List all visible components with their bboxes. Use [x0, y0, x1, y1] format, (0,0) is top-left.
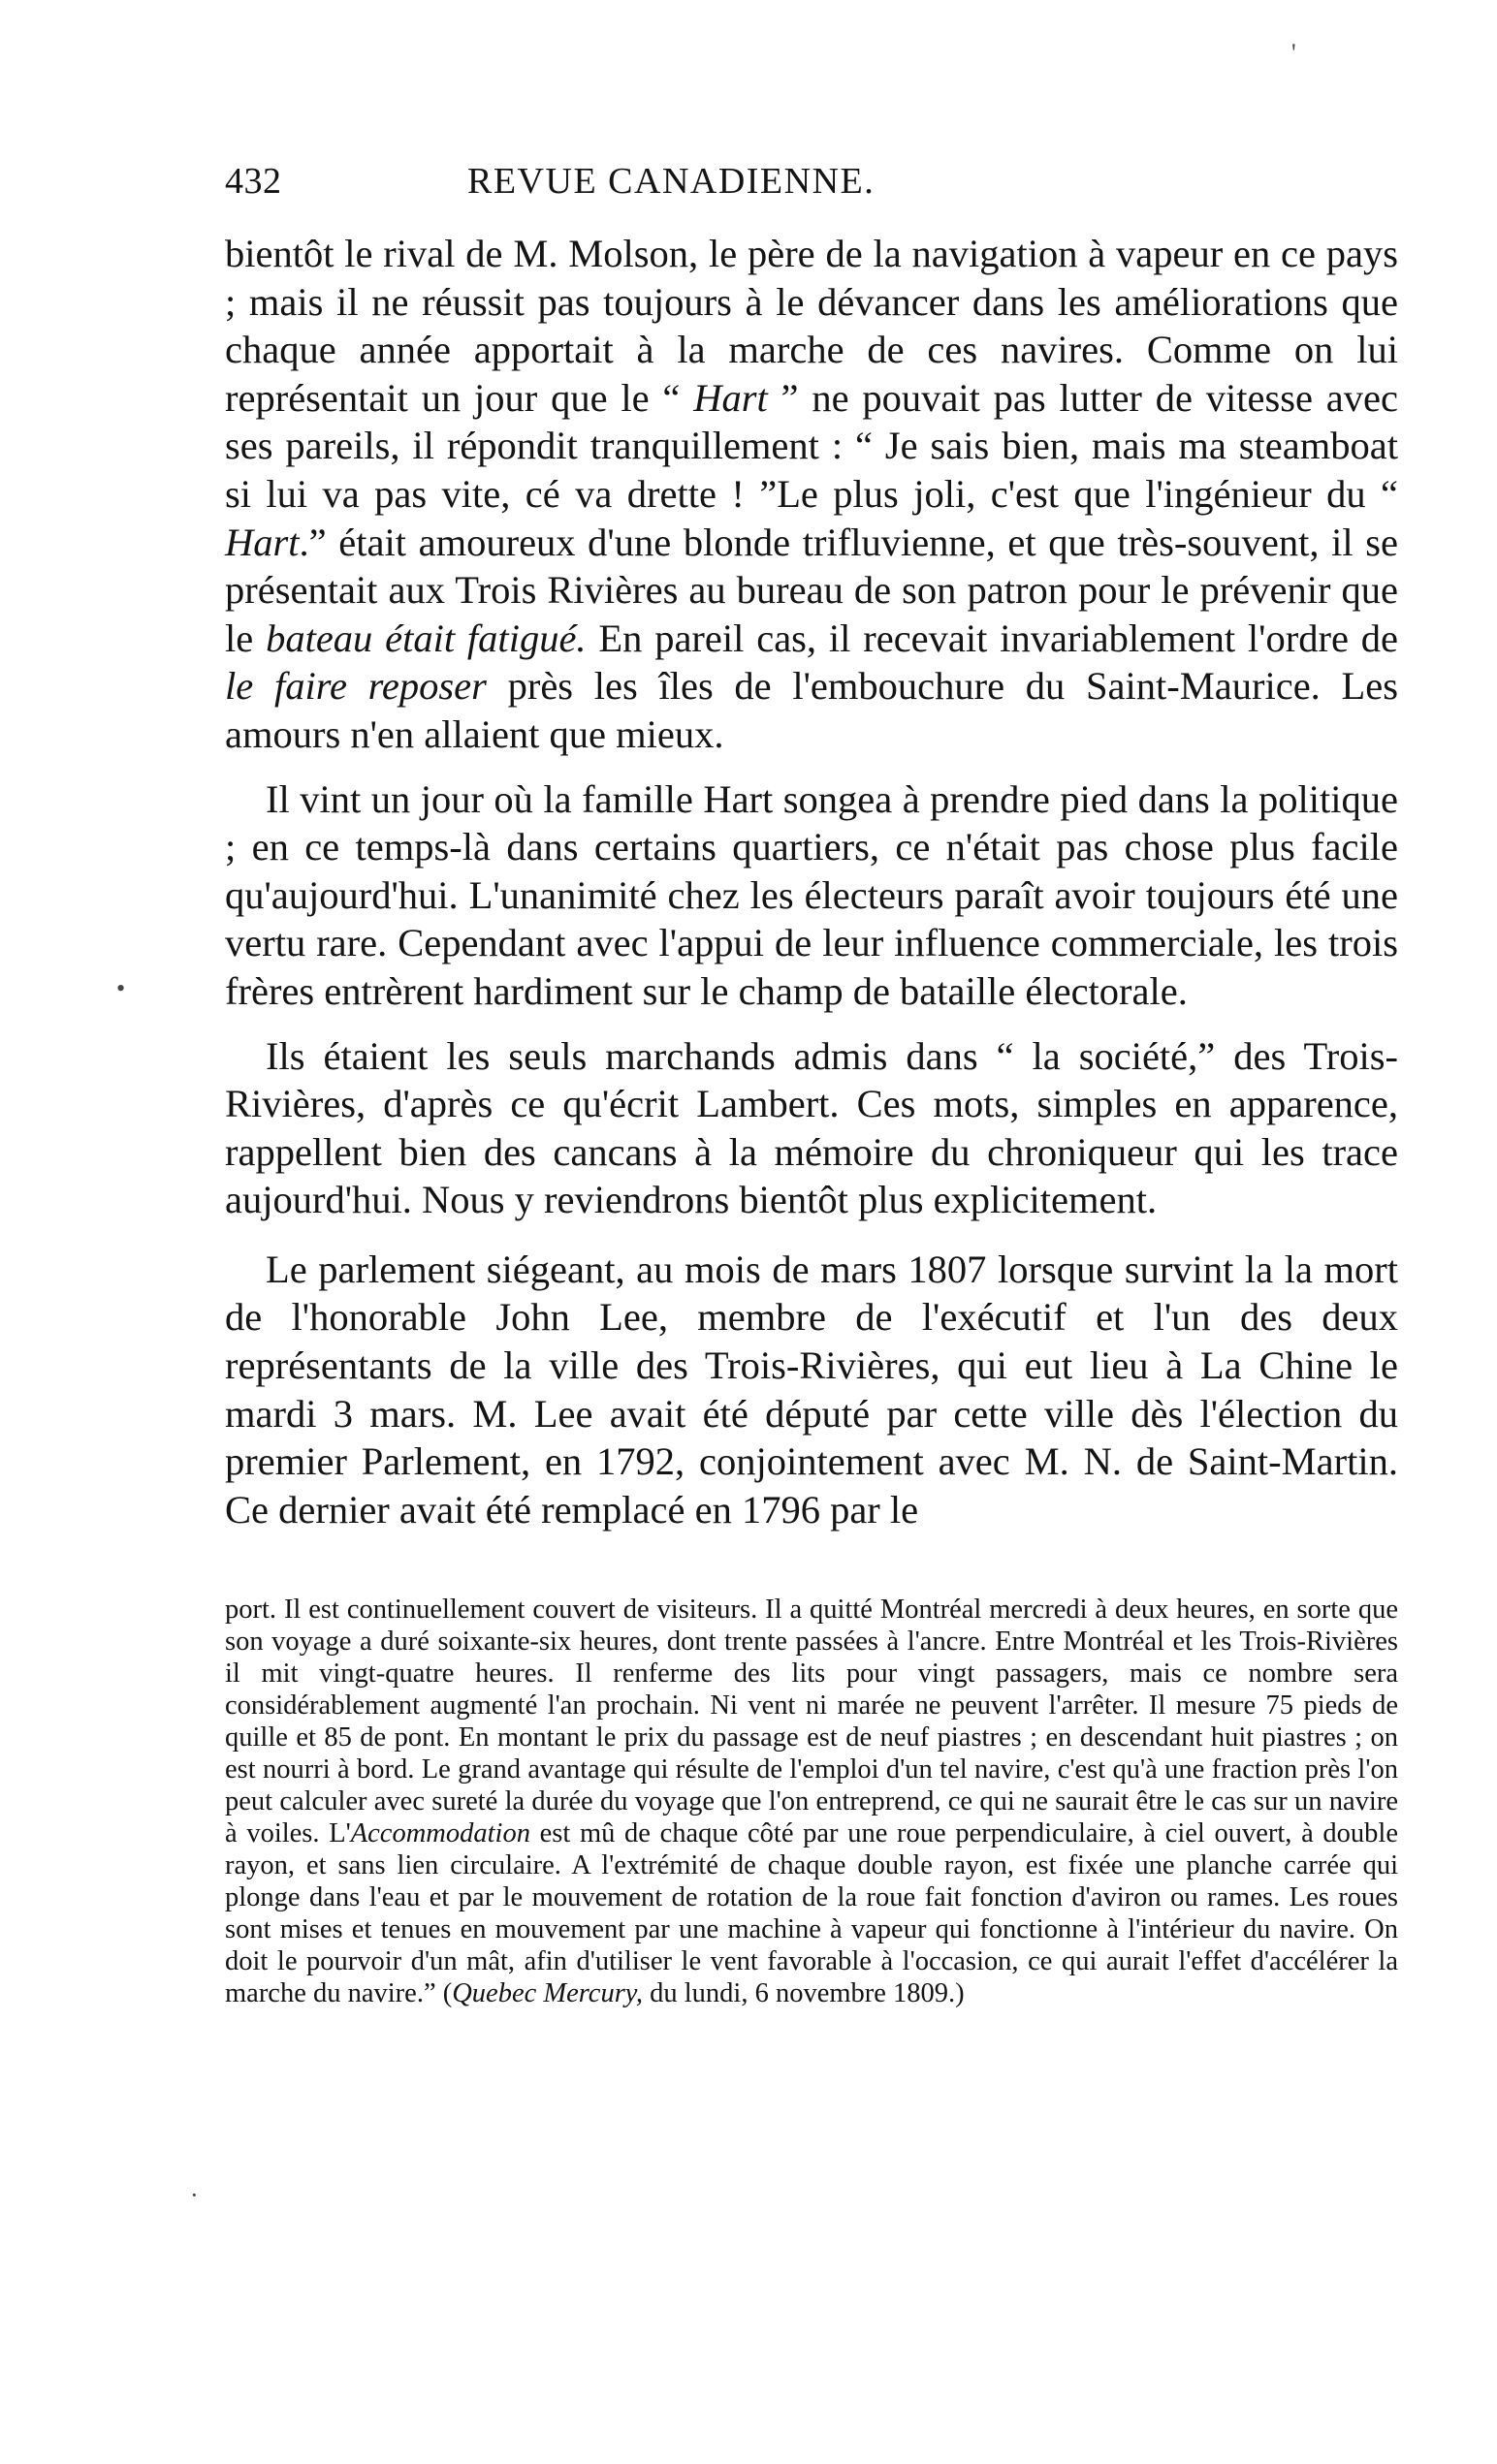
running-title: REVUE CANADIENNE.: [467, 161, 876, 202]
italic-text: Accommodation: [350, 1818, 530, 1849]
italic-text: le faire reposer: [225, 664, 487, 709]
paragraph: [225, 775, 1398, 1016]
footnote: [225, 1594, 1398, 2009]
text-run: Il vint un jour où la famille Hart songea à prendre pied dans la politique ; en ce temps-là dans certains quartiers, ce n'était pas chose plus facile qu'aujourd'hui. L'unanimité chez les électeurs paraît avoir toujours été une vertu rare. Cependant avec l'appui de leur influence commerciale, les trois frères entrèrent hardiment sur le champ de bataille électorale.: [225, 776, 1398, 1013]
text-run: bientôt le rival de M. Molson, le père de la navigation à vapeur en ce pays ; mais il ne réussit pas toujours à le dévancer dans les améliorations que chaque année apportait à la marche de ces navires. Comme on lui représentait un jour que le “: [225, 232, 1398, 420]
italic-text: Quebec Mercury,: [452, 1978, 643, 2009]
print-speck-icon: ·: [190, 2181, 199, 2209]
italic-text: bateau était fatigué.: [266, 616, 587, 660]
paragraph: [225, 1246, 1398, 1534]
text-run: du lundi, 6 novembre 1809.): [643, 1978, 965, 2009]
text-run: port. Il est continuellement couvert de visiteurs. Il a quitté Montréal mercredi à deux heures, en sorte que son voyage a duré soixante-six heures, dont trente passées à l'ancre. Entre Montréal et les Trois-Rivières il mit vingt-quatre heures. Il renferme des lits pour vingt passagers, mais ce nombre sera considérablement augmenté l'an prochain. Ni vent ni marée ne peuvent l'arrêter. Il mesure 75 pieds de quille et 85 de pont. En montant le prix du passage est de neuf piastres ; en descendant huit piastres ; on est nourri à bord. Le grand avantage qui résulte de l'emploi d'un tel navire, c'est qu'à une fraction près l'on peut calculer avec sureté la durée du voyage que l'on entreprend, ce qui ne saurait être le cas sur un navire à voiles. L': [225, 1595, 1398, 1849]
italic-text: Hart: [225, 520, 300, 564]
text-run: .” était amoureux d'une blonde trifluvienne, et que très-souvent, il se présentait aux Trois Rivières au bureau de son patron pour le prévenir que le: [225, 520, 1398, 660]
body-text: [225, 230, 1398, 1533]
text-run: Ils étaient les seuls marchands admis dans “ la société,” des Trois-Rivières, d'après ce qu'écrit Lambert. Ces mots, simples en apparence, rappellent bien des cancans à la mémoire du chroniqueur qui les trace aujourd'hui. Nous y reviendrons bientôt plus explicitement.: [225, 1033, 1398, 1222]
print-speck-icon: ': [1291, 39, 1296, 67]
paragraph: [225, 230, 1398, 759]
text-run: près les îles de l'embouchure du Saint-Maurice. Les amours n'en allaient que mieux.: [225, 664, 1398, 756]
text-run: est mû de chaque côté par une roue perpendiculaire, à ciel ouvert, à double rayon, et sans lien circulaire. A l'extrémité de chaque double rayon, est fixée une planche carrée qui plonge dans l'eau et par le mouvement de rotation de la roue fait fonction d'aviron ou rames. Les roues sont mises et tenues en mouvement par une machine à vapeur qui fonctionne à l'intérieur du navire. On doit le pourvoir d'un mât, afin d'utiliser le vent favorable à l'occasion, ce qui aurait l'effet d'accélérer la marche du navire.” (: [225, 1818, 1398, 2009]
page-number: 432: [225, 161, 282, 202]
paragraph: [225, 1032, 1398, 1224]
text-run: En pareil cas, il recevait invariablement l'ordre de: [586, 616, 1398, 660]
running-header: [225, 160, 1398, 216]
print-speck-icon: •: [116, 974, 126, 1002]
text-run: Le parlement siégeant, au mois de mars 1807 lorsque survint la la mort de l'honorable John Lee, membre de l'exécutif et l'un des deux représentants de la ville des Trois-Rivières, qui eut lieu à La Chine le mardi 3 mars. M. Lee avait été député par cette ville dès l'élection du premier Parlement, en 1792, conjointement avec M. N. de Saint-Martin. Ce dernier avait été remplacé en 1796 par le: [225, 1247, 1398, 1532]
text-run: ” ne pouvait pas lutter de vitesse avec ses pareils, il répondit tranquillement : “ Je sais bien, mais ma steamboat si lui va pas vite, cé va drette ! ”Le plus joli, c'est que l'ingénieur du “: [225, 375, 1398, 516]
italic-text: Hart: [693, 375, 768, 420]
